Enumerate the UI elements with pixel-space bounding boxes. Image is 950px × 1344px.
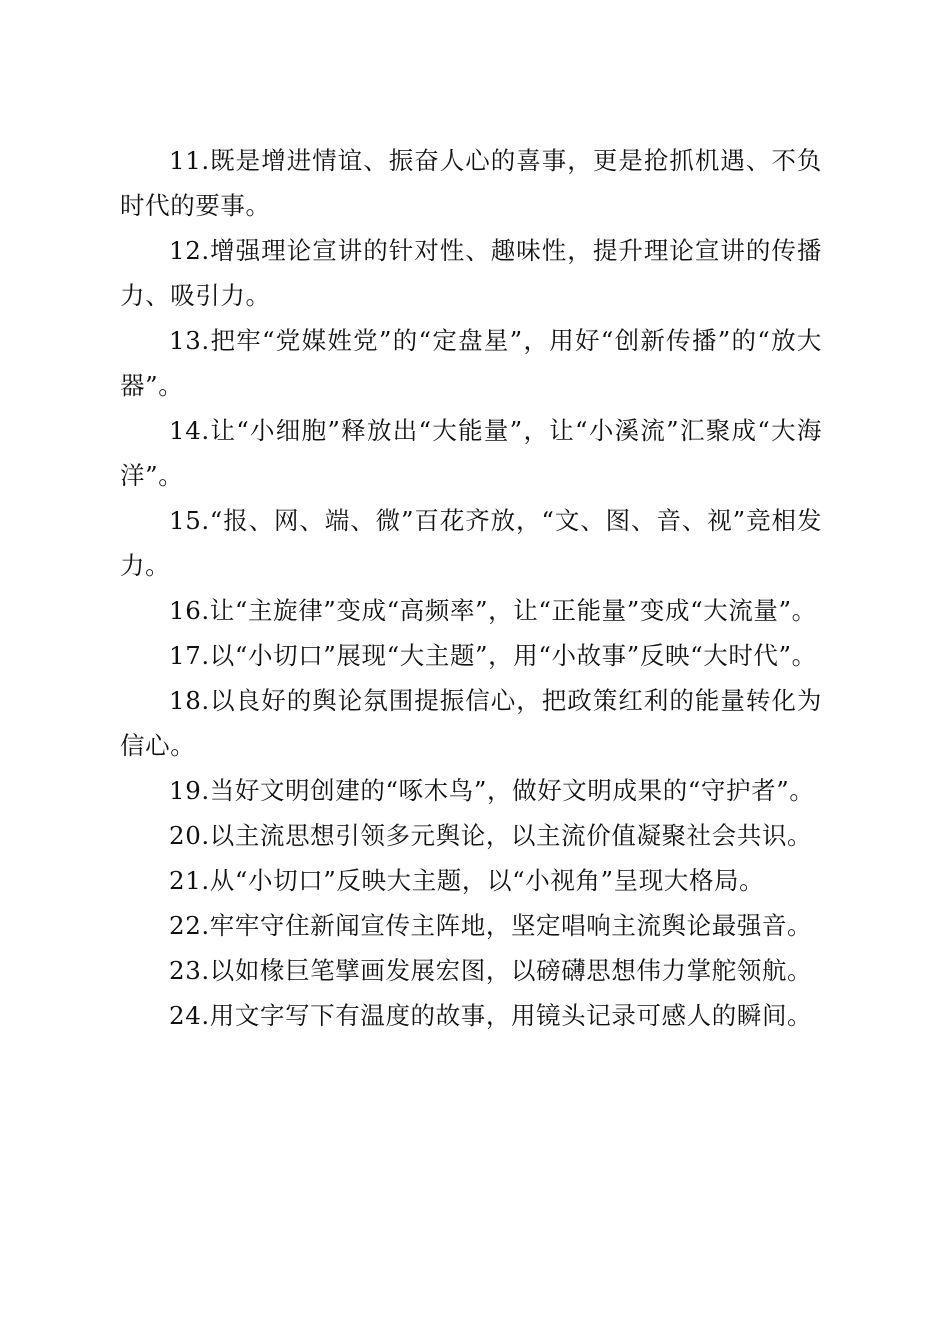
paragraph-23: 23.以如椽巨笔擘画发展宏图，以磅礴思想伟力掌舵领航。 — [169, 956, 813, 985]
paragraph-24: 24.用文字写下有温度的故事，用镜头记录可感人的瞬间。 — [169, 1001, 813, 1030]
document-body — [120, 138, 822, 1038]
paragraph-16: 16.让“主旋律”变成“高频率”，让“正能量”变成“大流量”。 — [169, 596, 817, 625]
paragraph-19: 19.当好文明创建的“啄木鸟”，做好文明成果的“守护者”。 — [169, 776, 815, 805]
paragraph-21: 21.从“小切口”反映大主题，以“小视角”呈现大格局。 — [169, 866, 765, 895]
paragraph-11: 11.既是增进情谊、振奋人心的喜事，更是抢抓机遇、不负时代的要事。 — [120, 146, 822, 220]
paragraph-20: 20.以主流思想引领多元舆论，以主流价值凝聚社会共识。 — [169, 821, 813, 850]
paragraph-18: 18.以良好的舆论氛围提振信心，把政策红利的能量转化为信心。 — [120, 686, 822, 760]
paragraph-15: 15.“报、网、端、微”百花齐放，“文、图、音、视”竞相发力。 — [120, 506, 822, 580]
paragraph-22: 22.牢牢守住新闻宣传主阵地，坚定唱响主流舆论最强音。 — [169, 911, 813, 940]
paragraph-12: 12.增强理论宣讲的针对性、趣味性，提升理论宣讲的传播力、吸引力。 — [120, 236, 822, 310]
paragraph-13: 13.把牢“党媒姓党”的“定盘星”，用好“创新传播”的“放大器”。 — [120, 326, 822, 400]
paragraph-17: 17.以“小切口”展现“大主题”，用“小故事”反映“大时代”。 — [169, 641, 817, 670]
paragraph-14: 14.让“小细胞”释放出“大能量”，让“小溪流”汇聚成“大海洋”。 — [120, 416, 822, 490]
